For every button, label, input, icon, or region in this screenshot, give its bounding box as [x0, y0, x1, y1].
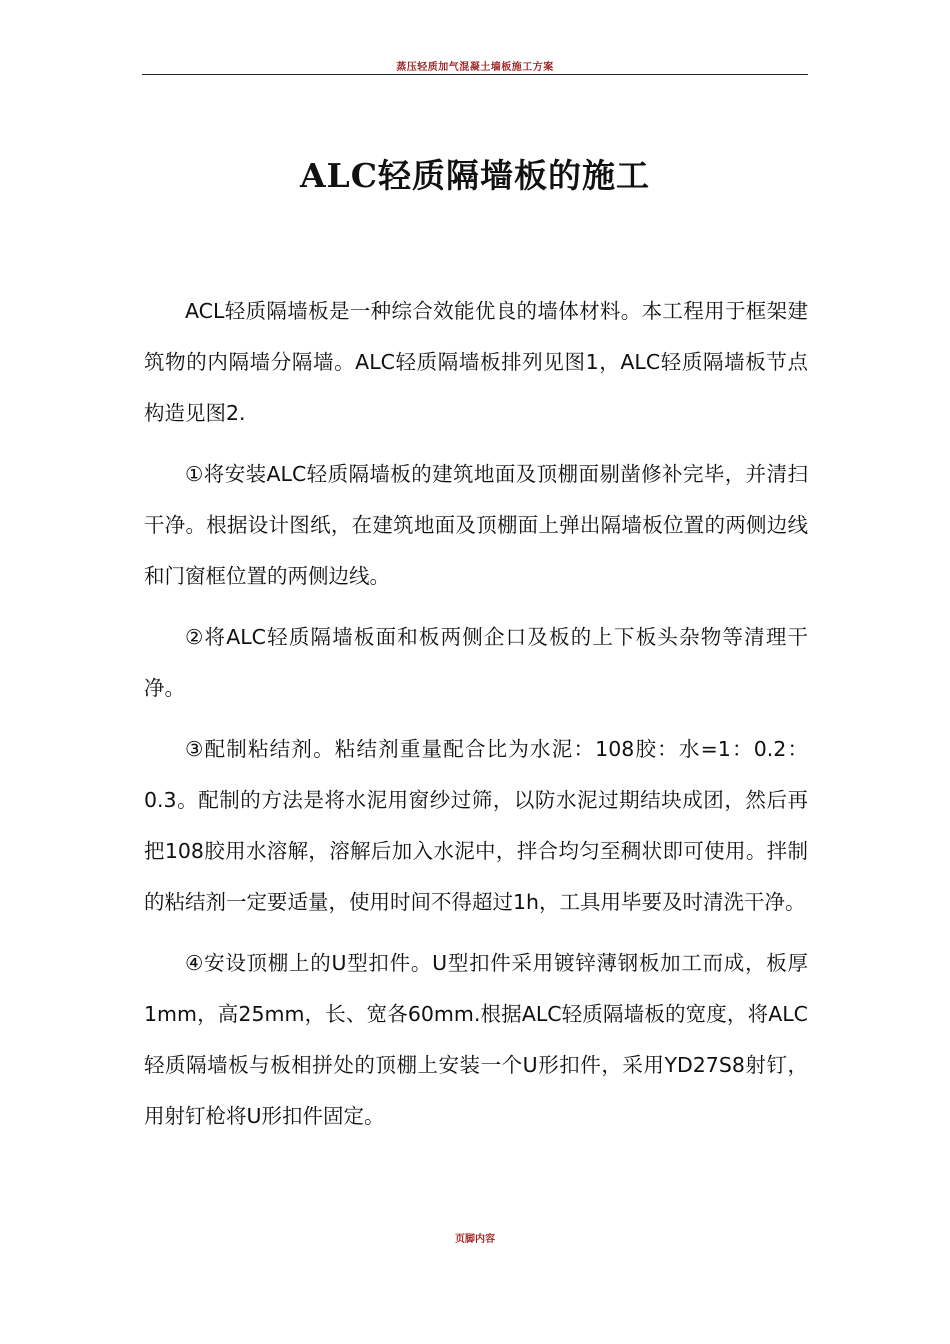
header-divider [142, 74, 808, 75]
paragraph-step-2: ②将ALC轻质隔墙板面和板两侧企口及板的上下板头杂物等清理干净。 [144, 625, 808, 700]
paragraph-step-1: ①将安装ALC轻质隔墙板的建筑地面及顶棚面剔凿修补完毕，并清扫干净。根据设计图纸，在建筑地面及顶棚面上弹出隔墙板位置的两侧边线和门窗框位置的两侧边线。 [144, 462, 808, 588]
document-title: ALC轻质隔墙板的施工 [299, 156, 651, 195]
page-header: 蒸压轻质加气混凝土墙板施工方案 [396, 62, 554, 73]
paragraph-intro: ACL轻质隔墙板是一种综合效能优良的墙体材料。本工程用于框架建筑物的内隔墙分隔墙。ALC轻质隔墙板排列见图1，ALC轻质隔墙板节点构造见图2. [144, 299, 808, 425]
paragraph-step-4: ④安设顶棚上的U型扣件。U型扣件采用镀锌薄钢板加工而成，板厚1mm，高25mm，长、宽各60mm.根据ALC轻质隔墙板的宽度，将ALC轻质隔墙板与板相拼处的顶棚上安装一个U形扣件，采用YD27S8射钉，用射钉枪将U形扣件固定。 [144, 951, 808, 1128]
paragraph-step-3: ③配制粘结剂。粘结剂重量配合比为水泥：108胶：水=1：0.2：0.3。配制的方法是将水泥用窗纱过筛，以防水泥过期结块成团，然后再把108胶用水溶解，溶解后加入水泥中，拌合均匀至稠状即可使用。拌制的粘结剂一定要适量，使用时间不得超过1h，工具用毕要及时清洗干净。 [144, 737, 808, 914]
document-body [144, 286, 808, 1152]
page-footer: 页脚内容 [455, 1234, 495, 1245]
